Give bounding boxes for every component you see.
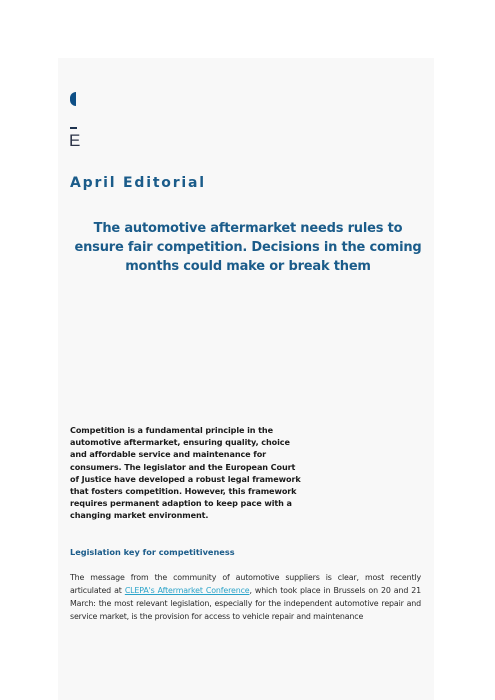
logo-rule bbox=[70, 127, 77, 129]
logo-mark bbox=[70, 92, 76, 106]
section-title: April Editorial bbox=[70, 175, 206, 191]
headline: The automotive aftermarket needs rules to ensure fair competition. Decisions in the coming months could make or break them bbox=[74, 221, 422, 274]
body-text-part1: The message from the community of automotive suppliers is clear, most recently articulated at bbox=[70, 573, 421, 595]
body-text-part2: , which took place in Brussels on 20 and 21 March: the most relevant legislation, especially for the independent automotive repair and service market, is the provision for access to vehicle repair and maintenance bbox=[70, 586, 421, 621]
lead-paragraph: Competition is a fundamental principle in the automotive aftermarket, ensuring quality, choice and affordable service and maintenance for consumers. The legislator and the European Court of Justice have developed a robust legal framework that fosters competition. However, this framework requires permanent adaption to keep pace with a changing market environment. bbox=[70, 425, 301, 521]
conference-link[interactable]: CLEPA's Aftermarket Conference bbox=[124, 586, 250, 595]
subheading: Legislation key for competitiveness bbox=[70, 547, 235, 557]
logo-letter: E bbox=[69, 131, 81, 150]
body-paragraph bbox=[70, 571, 421, 623]
